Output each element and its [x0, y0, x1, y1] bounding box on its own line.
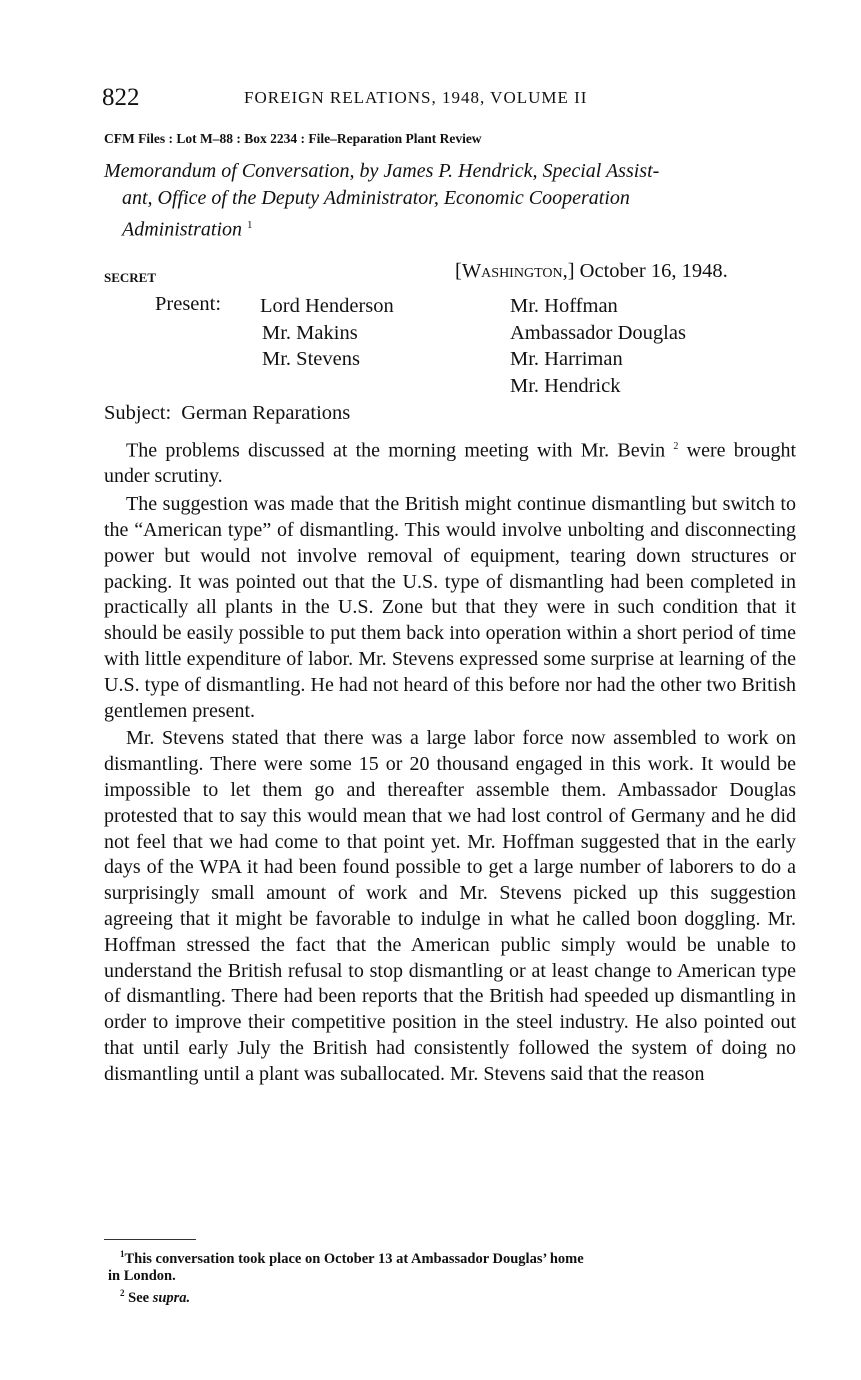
paragraph-3: Mr. Stevens stated that there was a large labor force now assembled to work on dismantling. There were some 15 or 20 thousand engaged in this work. It would be impossible to let them go and thereafter assemble them. Ambassador Douglas protested that to say this would mean that we had lost control of Germany and he did not feel that we had come to that point yet. Mr. Hoffman suggested that in the early days of the WPA it had been found possible to get a large number of laborers to do a surprisingly small amount of work and Mr. Stevens picked up this suggestion agreeing that it might be favorable to indulge in what he called boon doggling. Mr. Hoffman stressed the fact that the American public simply would be unable to understand the British refusal to stop dismantling or at least change to American type of dismantling. There had been reports that the British had speeded up dismantling in order to improve their competitive position in the steel industry. He also pointed out that until early July the British had consistently followed the system of doing no dismantling until a plant was suballocated. Mr. Stevens said that the reason — [104, 727, 796, 1085]
footnote-ref-1: 1 — [247, 219, 253, 231]
classification-marking: SECRET — [104, 270, 157, 285]
paragraph-1 — [104, 434, 796, 490]
memo-title-line-3-text: Administration — [122, 218, 243, 241]
memo-title-line-2: ant, Office of the Deputy Administrator, Economic Cooperation — [122, 187, 630, 209]
attendee: Lord Henderson — [260, 295, 394, 317]
dateline-close: ,] — [562, 260, 575, 282]
footnote-1-continuation: in London. — [108, 1267, 176, 1284]
dateline-place: Washington — [461, 260, 563, 282]
memo-title-line-1: Memorandum of Conversation, by James P. Hendrick, Special Assist- — [104, 160, 660, 182]
paragraph-1-text-a: The problems discussed at the morning meeting with Mr. Bevin — [126, 439, 666, 462]
attendee: Mr. Makins — [262, 321, 358, 344]
footnote-1 — [104, 1246, 800, 1268]
footnote-2-mark: 2 — [120, 1287, 125, 1298]
attendee: Mr. Harriman — [510, 348, 623, 370]
paragraph-2: The suggestion was made that the British might continue dismantling but switch to the “American type” of dismantling. This would involve unbolting and disconnecting power but would not involve removal of equipment, tearing down structures or packing. It was pointed out that the U.S. type of dismantling had been completed in practically all plants in the U.S. Zone but that they were in such condition that it should be easily possible to put them back into operation within a short period of time with little expenditure of labor. Mr. Stevens expressed some surprise at learning of the U.S. type of dismantling. He had not heard of this before nor had the other two British gentlemen present. — [104, 493, 796, 722]
source-note: CFM Files : Lot M–88 : Box 2234 : File–Reparation Plant Review — [104, 131, 482, 146]
dateline — [455, 260, 728, 283]
memo-title — [104, 158, 794, 244]
subject-label: Subject: — [104, 402, 172, 424]
footnote-2 — [104, 1285, 800, 1307]
page-header — [102, 84, 802, 114]
footnotes — [104, 1246, 800, 1307]
footnote-1-mark: 1 — [120, 1249, 125, 1259]
memo-title-line-3 — [104, 212, 794, 244]
subject-line — [104, 402, 350, 425]
attendee: Mr. Hendrick — [510, 374, 621, 397]
footnote-ref-2: 2 — [673, 441, 679, 452]
attendees-left — [262, 293, 394, 373]
dateline-open: [ — [455, 260, 462, 282]
memo-body — [104, 434, 796, 1090]
page-number: 822 — [102, 84, 140, 111]
dateline-date: October 16, 1948. — [579, 260, 728, 282]
attendee: Mr. Stevens — [262, 348, 360, 370]
footnote-2-text: See — [128, 1289, 150, 1306]
attendee: Ambassador Douglas — [510, 321, 686, 344]
attendees-right — [510, 293, 686, 399]
paragraph-1-text-b: were brought under scrutiny. — [104, 439, 796, 488]
present-label: Present: — [155, 293, 222, 315]
running-head: FOREIGN RELATIONS, 1948, VOLUME II — [244, 88, 588, 107]
footnote-divider — [104, 1239, 196, 1240]
subject-text: German Reparations — [181, 402, 351, 424]
footnote-1-line-1: This conversation took place on October 13 at Ambassador Douglas’ home — [124, 1250, 584, 1267]
footnote-2-italic: supra. — [152, 1289, 191, 1306]
attendee: Mr. Hoffman — [510, 295, 618, 317]
